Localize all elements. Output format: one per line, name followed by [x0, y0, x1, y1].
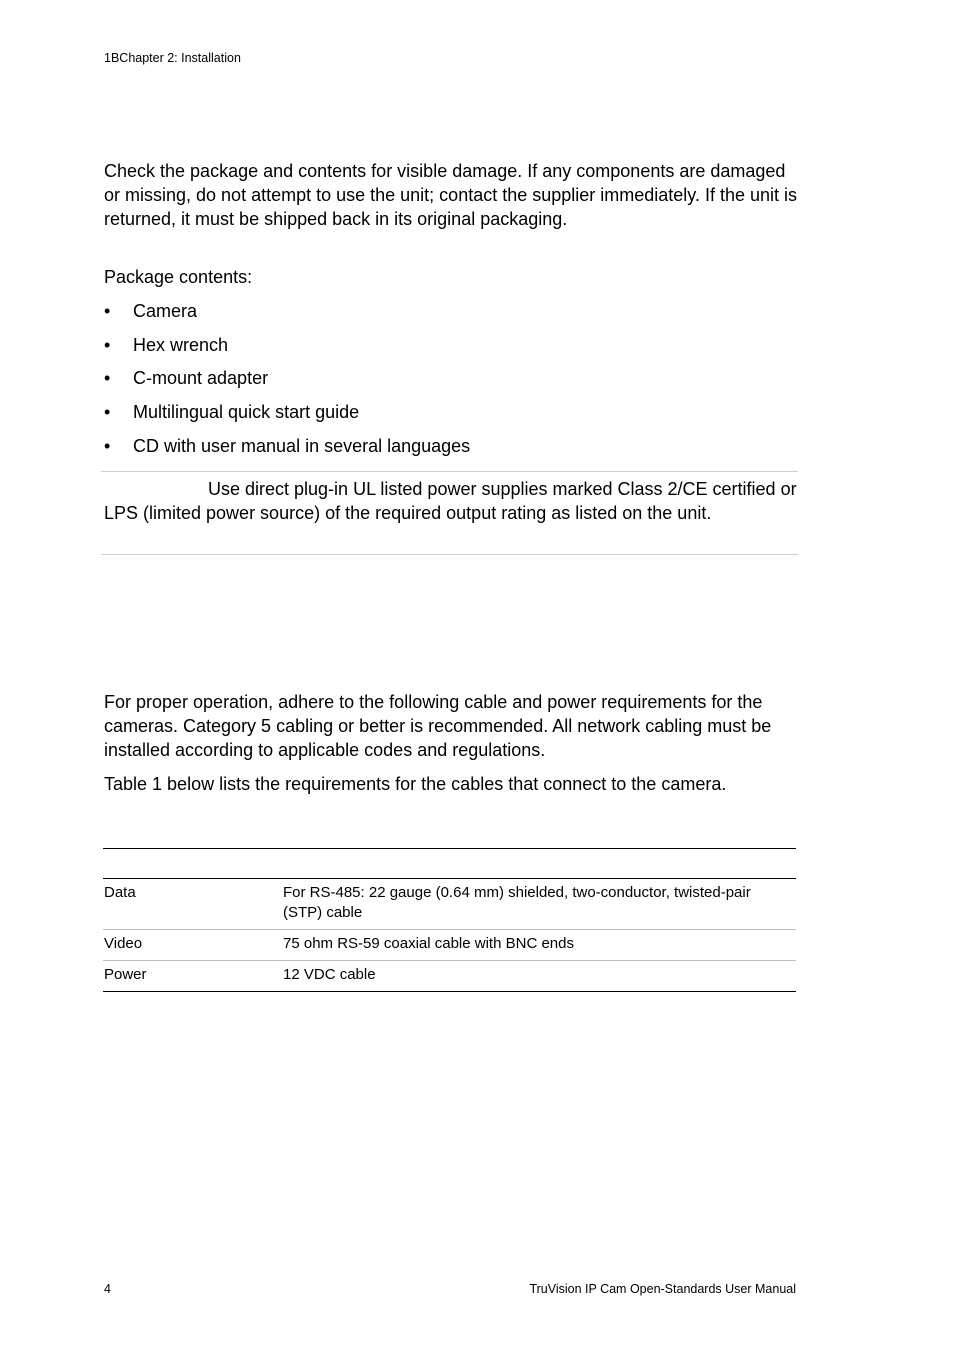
table-row — [103, 879, 796, 930]
package-contents-list — [104, 299, 470, 467]
bullet-icon: • — [104, 334, 111, 355]
bullet-icon: • — [104, 368, 111, 389]
table-row — [103, 930, 796, 961]
power-supply-note — [101, 471, 798, 555]
list-item — [104, 333, 470, 367]
cable-type-cell: Power — [104, 966, 147, 983]
running-header: 1BChapter 2: Installation — [104, 51, 241, 65]
manual-title: TruVision IP Cam Open-Standards User Manual — [529, 1282, 796, 1296]
cable-type-cell: Data — [104, 884, 136, 901]
bullet-icon: • — [104, 301, 111, 321]
cable-requirement-cell: For RS-485: 22 gauge (0.64 mm) shielded, two-conductor, twisted-pair (STP) cable — [283, 884, 751, 921]
page-number: 4 — [104, 1282, 111, 1296]
table-row — [103, 961, 796, 992]
cable-requirement-cell: 75 ohm RS-59 coaxial cable with BNC ends — [283, 935, 574, 952]
cable-requirement-cell: 12 VDC cable — [283, 966, 376, 983]
list-item — [104, 434, 470, 468]
bullet-icon: • — [104, 402, 111, 423]
list-item — [104, 299, 470, 333]
cable-requirements-table — [103, 848, 796, 992]
table-header-row — [103, 848, 796, 879]
inspection-paragraph: Check the package and contents for visible damage. If any components are damaged or missing, do not attempt to use the unit; contact the supplier immediately. If the unit is returned, it must be shipped back in its original packaging. — [104, 161, 798, 229]
list-item-text: C-mount adapter — [133, 368, 269, 389]
list-item-text: Multilingual quick start guide — [133, 402, 360, 423]
cabling-paragraph: For proper operation, adhere to the following cable and power requirements for the cameras. Category 5 cabling or better is recommended. All network cabling must be installed according to applicable codes and regulations. — [104, 692, 772, 760]
table-reference-paragraph: Table 1 below lists the requirements for the cables that connect to the camera. — [104, 774, 727, 794]
list-item — [104, 400, 470, 434]
list-item-text: Camera — [133, 301, 198, 321]
package-contents-heading: Package contents: — [104, 267, 253, 287]
list-item-text: Hex wrench — [133, 334, 229, 355]
bullet-icon: • — [104, 435, 111, 456]
note-text: Use direct plug-in UL listed power supplies marked Class 2/CE certified or LPS (limited power source) of the required output rating as listed on the unit. — [104, 479, 797, 523]
cable-type-cell: Video — [104, 935, 143, 952]
list-item — [104, 366, 470, 400]
list-item-text: CD with user manual in several languages — [133, 435, 471, 456]
